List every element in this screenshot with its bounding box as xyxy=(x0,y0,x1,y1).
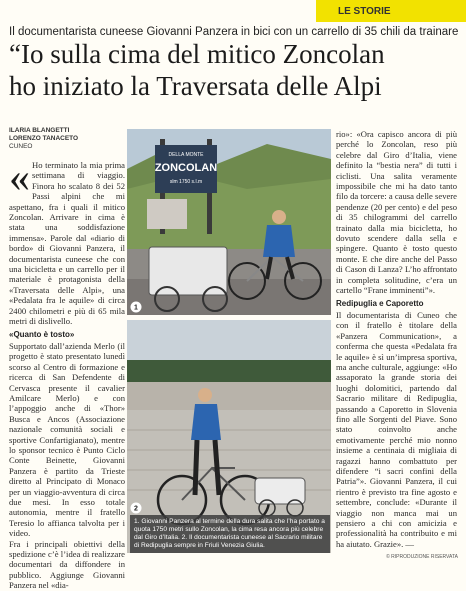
article-column-1 xyxy=(9,155,125,591)
article-column-3 xyxy=(336,129,457,549)
zoncolan-photo-illustration xyxy=(127,129,331,315)
column-3-paragraph-2: Il documentarista di Cuneo che con il fratello è titolare della «Panzera Communication», a conferma che questa «Pedalata fra le aquile» è sì un’impresa sportiva, ma anche culturale, aggiunge: «Ho assaporato la grande storia dei luoghi dolomitici, partendo dal Sacrario militare di Redipuglia, passando a Caporetto in Slovenia fino alle Sorgenti del Piave. Sono stato coinvolto anche emotivamente perché mio nonno insieme a centinaia di migliaia di ragazzi hanno combattuto per difendere “i sacri confini della Patria”». Giovanni Panzera, il cui rientro è previsto tra fine agosto e settembre, conclude: «Durante il viaggio non manca mai un pensiero a chi con amicizia e professionalità ha contribuito e mi ha aiutato. Grazie». — xyxy=(336,309,457,549)
headline xyxy=(9,38,459,102)
copyright-credit: © RIPRODUZIONE RISERVATA xyxy=(386,554,458,560)
photo-caption: 1. Giovanni Panzera al termine della dura salita che l’ha portato a quota 1750 metri sullo Zoncolan, la cima resa ancora più celebre dal Giro d’Italia. 2. Il documentarista cuneese al Sacrario militare di Redipuglia sempre in Friuli Venezia Giulia. xyxy=(130,515,330,553)
column-1-paragraph-2: Fra i principali obiettivi della spedizione c’è l’idea di realizzare documentari da diffondere in pubblico. Aggiunge Giovanni Panzera nel «dia- xyxy=(9,538,125,591)
author-1: ILARIA BLANGETTI xyxy=(9,127,70,134)
headline-line-1: “Io sulla cima del mitico Zoncolan xyxy=(9,39,385,69)
drop-quote-mark: « xyxy=(9,155,30,201)
column-3-paragraph-1: rio»: «Ora capisco ancora di più perché lo Zoncolan, reso più celebre dal Giro d’Italia, viene definito la “bestia nera” di tutti i ciclisti. Una salita veramente impossibile che mi ha dato tanto filo da torcere: a causa delle severe pendenze (20 per cento) e del peso di 35 chilogrammi del carrello trainato dalla mia bicicletta, ho dovuto scendere dalla sella e spingere. Quanto è tosto questo monte. E che dire anche del Passo di Cason di Lanza? L’ho affrontato in completa solitudine, c’era un cartello “Frane imminenti”». xyxy=(336,129,457,296)
photo-number-1: 1 xyxy=(134,304,138,312)
photo-zoncolan xyxy=(127,129,331,315)
column-1-paragraph-1: Supportato dall’azienda Merlo (il progetto è stato presentato lunedì scorso al Centro di formazione e ricerca di San Defendente di Cervasca presente il cavalier Amilcare Merlo) e con l’appoggio anche di «Thor» Busca e Ancos (Associazione nazionale comunità sociali e sportive Confartigianato), mentre lo sponsor tecnico è Punto Ciclo Conte Beinette, Giovanni Panzera è partito da Trieste diretto al Principato di Monaco per un viaggio-avventura di circa due mesi. In esso totale autonomia, mentre il fratello Teresio lo affianca talvolta per i video. xyxy=(9,340,125,539)
sign-line-1: DELLA MONTE xyxy=(168,152,204,158)
sign-line-2: ZONCOLAN xyxy=(154,162,218,174)
top-bar xyxy=(0,0,466,22)
sign-line-3: slm 1750 s.l.m xyxy=(169,179,203,185)
dateline: CUNEO xyxy=(9,143,33,150)
kicker: Il documentarista cuneese Giovanni Panzera in bici con un carrello di 35 chili da trainare xyxy=(9,26,459,38)
byline xyxy=(9,127,119,151)
author-2: LORENZO TANACETO xyxy=(9,135,79,142)
lead-paragraph: Ho terminato la mia prima settimana di viaggio. Finora ho scalato 8 dei 52 Passi alpini che mi aspettano, fra i quali il mitico Zoncolan. Arrivare in cima è stata una soddisfazione immensa». Parole dal «diario di bordo» di Giovanni Panzera, il documentarista cuneese che con una bicicletta e un carrello per il materiale è protagonista della «Traversata delle Alpi», una «Pedalata fra le aquile» di circa 2400 chilometri e più di 65 mila metri di dislivello. xyxy=(9,160,125,327)
subhead-1: «Quanto è tosto» xyxy=(9,329,75,339)
section-tag: LE STORIE xyxy=(316,0,466,22)
photo-number-2: 2 xyxy=(134,505,138,513)
headline-line-2: ho iniziato la Traversata delle Alpi xyxy=(9,71,382,101)
subhead-2: Redipuglia e Caporetto xyxy=(336,298,424,308)
